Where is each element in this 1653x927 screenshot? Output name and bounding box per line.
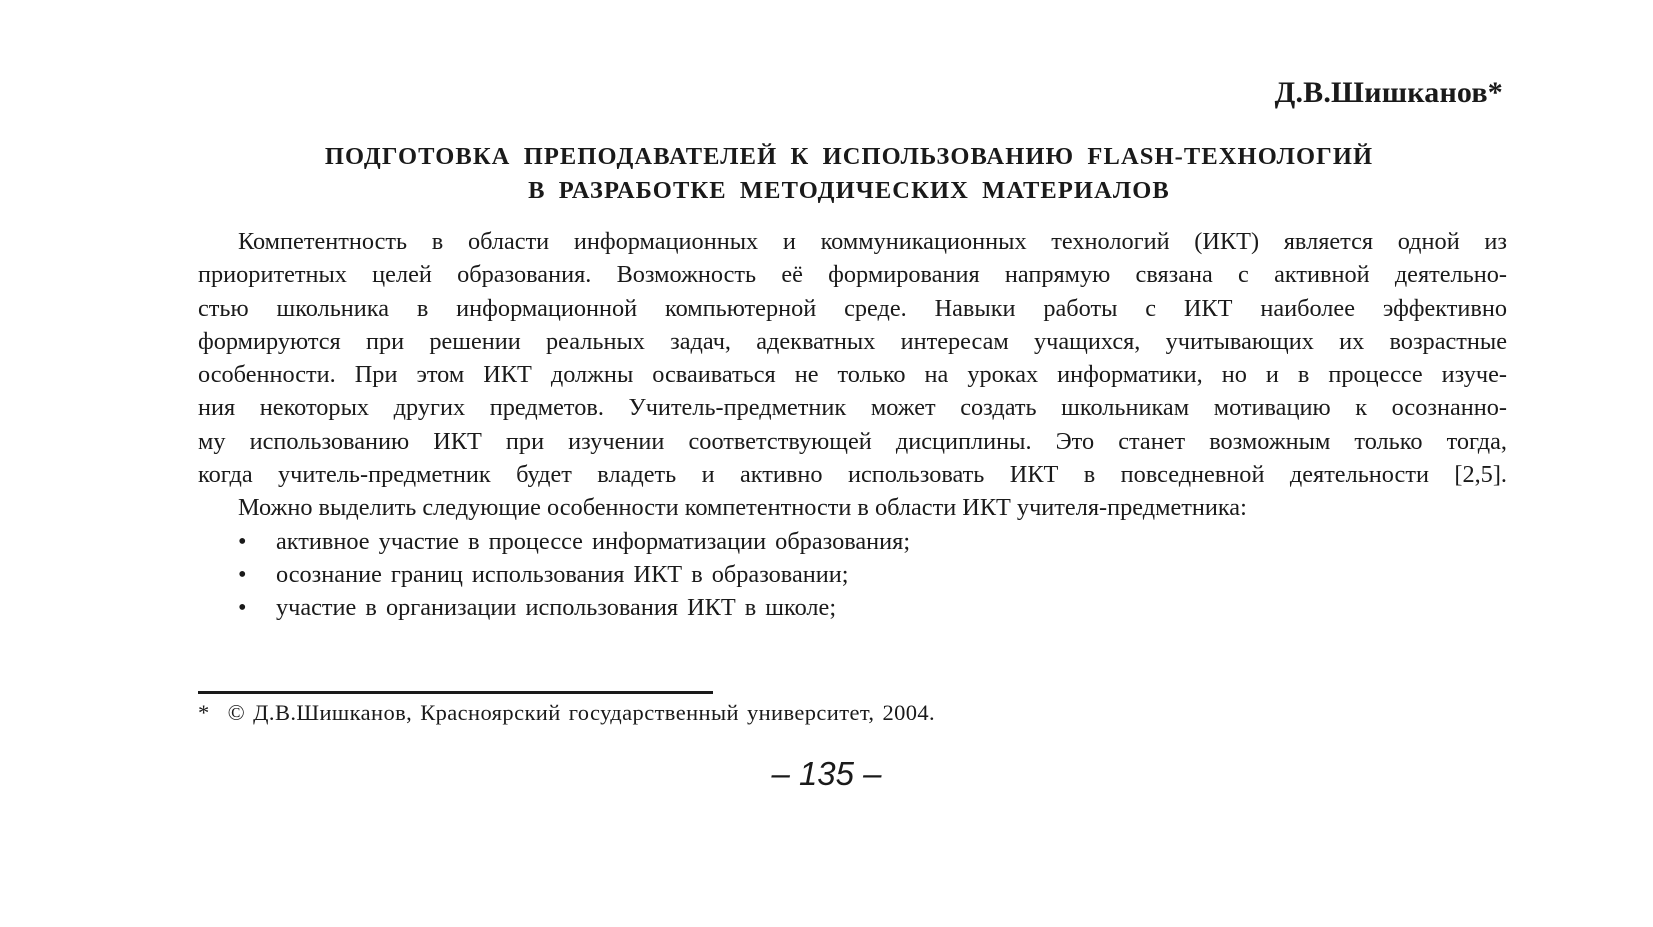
body-line: особенности. При этом ИКТ должны осваиваться не только на уроках информатики, но и в процессе изуче- (198, 361, 1507, 389)
author-name: Д.В.Шишканов* (1274, 76, 1503, 109)
body-line: ния некоторых других предметов. Учитель-предметник может создать школьникам мотивацию к осознанно- (198, 394, 1507, 422)
footnote-divider (198, 691, 713, 694)
page-number: – 135 – (771, 755, 882, 792)
list-item (198, 558, 1507, 591)
list-item (198, 525, 1507, 558)
bullet-icon: • (238, 560, 247, 588)
footnote-mark: * (198, 700, 210, 725)
body-line: приоритетных целей образования. Возможность её формирования напрямую связана с активной деятельно- (198, 261, 1507, 289)
footnote (198, 700, 935, 726)
body-line: когда учитель-предметник будет владеть и активно использовать ИКТ в повседневной деятельности [2,5]. (198, 461, 1507, 489)
article-title-line-2: В РАЗРАБОТКЕ МЕТОДИЧЕСКИХ МАТЕРИАЛОВ (528, 177, 1170, 204)
list-item-text: осознание границ использования ИКТ в образовании; (276, 560, 849, 588)
list-item-text: участие в организации использования ИКТ в школе; (276, 594, 837, 622)
body-paragraph-2: Можно выделить следующие особенности компетентности в области ИКТ учителя-предметника: (238, 494, 1247, 522)
list-item-text: активное участие в процессе информатизации образования; (276, 527, 911, 555)
body-line: стью школьника в информационной компьютерной среде. Навыки работы с ИКТ наиболее эффективно (198, 294, 1507, 322)
article-title-line-1: ПОДГОТОВКА ПРЕПОДАВАТЕЛЕЙ К ИСПОЛЬЗОВАНИЮ FLASH-ТЕХНОЛОГИЙ (324, 143, 1374, 170)
bullet-icon: • (238, 594, 247, 622)
body-line: Компетентность в области информационных и коммуникационных технологий (ИКТ) является одной из (238, 228, 1507, 255)
list-item (198, 591, 1507, 624)
bullet-icon: • (238, 527, 247, 555)
article-body (198, 225, 1507, 625)
body-line: му использованию ИКТ при изучении соответствующей дисциплины. Это станет возможным только тогда, (198, 427, 1507, 455)
body-line: формируются при решении реальных задач, адекватных интересам учащихся, учитывающих их возрастные (198, 327, 1507, 355)
footnote-text: © Д.В.Шишканов, Красноярский государственный университет, 2004. (227, 700, 936, 725)
